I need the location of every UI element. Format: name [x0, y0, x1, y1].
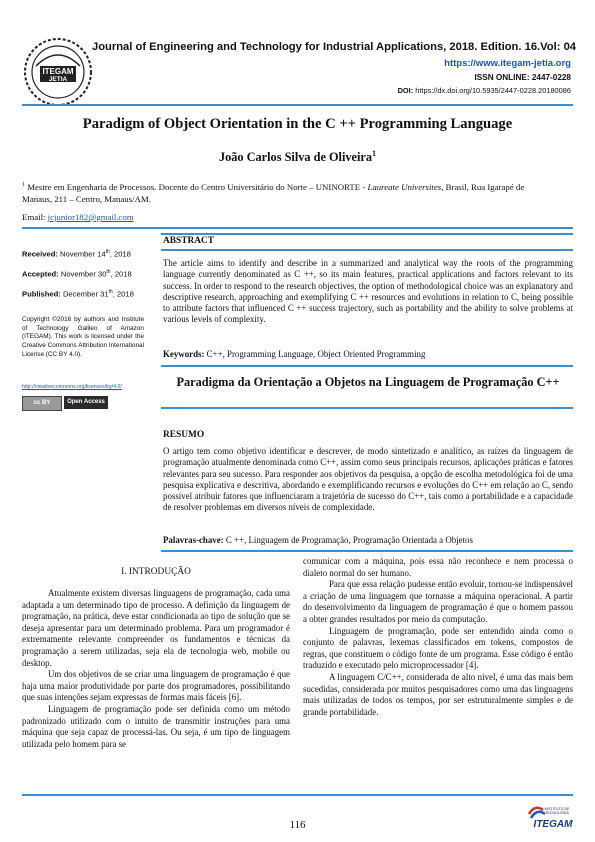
received-date: [22, 249, 131, 259]
received-label: Received:: [22, 249, 58, 259]
author-affiliation: [22, 179, 540, 205]
received-year: , 2018: [109, 249, 131, 259]
section-heading-introduction: I. INTRODUÇÃO: [121, 567, 191, 577]
author-sup: 1: [372, 149, 377, 158]
published-year: , 2018: [112, 289, 134, 299]
svg-text:ITEGAM: ITEGAM: [533, 819, 573, 830]
body-left-column: [22, 588, 290, 750]
palavras-chave-label: Palavras-chave:: [163, 535, 224, 545]
abstract-heading: ABSTRACT: [163, 236, 215, 246]
affil-sup: 1: [22, 182, 25, 188]
keywords-rule: [161, 365, 573, 367]
itegam-footer-logo: [525, 800, 575, 834]
open-access-badge: Open Access: [64, 396, 108, 409]
affil-part-a: Mestre em Engenharia de Processos. Docente do Centro Universitário do Norte – UNINORTE -: [25, 181, 368, 192]
resumo-keywords: [163, 535, 573, 545]
doi-label: DOI:: [397, 86, 414, 95]
svg-text:TECNOLOGIA: TECNOLOGIA: [545, 811, 569, 815]
affil-part-b: , Brasil, Rua Igarapé de Manaus, 211 – Centro, Manaus/AM.: [22, 181, 525, 204]
paragraph: Para que essa relação pudesse então evoluir, tornou-se indispensável a criação de uma linguagem que tornasse a máquina operacional. A partir do desenvolvimento da linguagem de programação é que o homem passou a obter grandes resultados por meio da computação.: [303, 579, 573, 624]
paper-title: Paradigm of Object Orientation in the C ++ Programming Language: [82, 116, 513, 132]
accepted-value: November 30: [58, 269, 107, 279]
paragraph: Um dos objetivos de se criar uma linguagem de programação é que haja uma maior produtividade por parte dos programadores, possibilitando que suas intenções sejam expressas de formas mais fáceis [6].: [22, 669, 290, 703]
abstract-heading-rule: [161, 249, 573, 251]
resumo-heading: RESUMO: [163, 430, 205, 440]
resumo-top-rule: [161, 407, 573, 409]
abstract-top-rule: [161, 233, 573, 235]
accepted-date: [22, 269, 132, 279]
svg-text:ITEGAM: ITEGAM: [42, 67, 74, 76]
received-sup: th: [105, 249, 110, 255]
resumo-bottom-rule: [161, 550, 573, 552]
affil-italic: Laureate Universites: [367, 181, 442, 192]
paragraph: A linguagem C/C++, considerada de alto nível, é uma das mais bem sucedidas, considerada por muitos pesquisadores como uma das linguagens mais utilizadas de todos os tempos, por ser estruturalmente simples e de grande portabilidade.: [303, 671, 573, 717]
keywords-label: Keywords:: [163, 349, 205, 359]
abstract-text: The article aims to identify and describe in a summarized and analytical way the roots of the programming language currently denominated as C ++, so its main features, practical applications and factors relevant to its success. In order to respond to the research objectives, the option of methodological choice was an explanatory and descriptive research, approaching and exemplifying C ++ resources and evolutions in relation to C, being possible to attribute factors that influenced C ++ success trajectory, such as portability and the ability to solve problems at various levels of complexity.: [163, 258, 573, 325]
page-number: 116: [289, 819, 306, 831]
cc-by-badge: cc BY: [22, 396, 62, 411]
svg-text:JETIA: JETIA: [48, 76, 68, 83]
email-label: Email:: [22, 212, 48, 222]
journal-title: Journal of Engineering and Technology for Industrial Applications, 2018. Edition. 16.Vol: 04: [91, 41, 577, 53]
copyright-notice: Copyright ©2016 by authors and Institute of Technology Galileo of Amazon (ITEGAM). This work is licensed under the Creative Commons Attribution International License (CC BY 4.0).: [22, 316, 144, 358]
paragraph: Atualmente existem diversas linguagens de programação, cada uma adaptada a um determinado tipo de processo. A definição da linguagem de programação, na prática, deve estar condicionada ao tipo de solução que se deseja apresentar para um determinado problema. Para um programador é extremamente relevante compreender os fundamentos e técnicas da programação a serem utilizadas, seja ela de tecnologia web, mobile ou desktop.: [22, 588, 290, 668]
resumo-text: O artigo tem como objetivo identificar e descrever, de modo sintetizado e analítico, as raízes da linguagem de programação atualmente denominada como C++, assim como seus principais recursos, aplicações práticas e fatores relevantes para seu sucesso. Para responder aos objetivos da pesquisa, a opção de escolha metodológica foi de uma pesquisa explicativa e descritiva, abordando e exemplificando recursos e evoluções do C++ em relação ao C, sendo possível atribuir fatores que influenciaram a trajetória de sucesso do C++, tais como a portabilidade e a capacidade de resolver problemas em diversos níveis de complexidade.: [163, 446, 573, 513]
footer-divider: [22, 794, 573, 796]
email-link[interactable]: jcjunior182@gmail.com: [47, 212, 134, 222]
published-label: Published:: [22, 289, 61, 299]
title-divider: [22, 227, 573, 229]
published-sup: th: [108, 289, 113, 295]
email-line: [22, 212, 134, 222]
published-value: December 31: [60, 289, 109, 299]
published-date: [22, 289, 134, 299]
portuguese-title: Paradigma da Orientação a Objetos na Linguagem de Programação C++: [176, 375, 560, 389]
issn-label: ISSN ONLINE: 2447-0228: [474, 73, 571, 82]
body-right-column: [303, 556, 573, 718]
doi-link[interactable]: https://dx.doi.org/10.5935/2447-0228.20180086: [415, 86, 571, 95]
doi-line: [398, 86, 571, 95]
received-value: November 14: [57, 249, 106, 259]
abstract-keywords: [163, 349, 573, 359]
accepted-label: Accepted:: [22, 269, 59, 279]
paragraph: comunicar com a máquina, pois essa não reconhece e nem processa o dialeto normal do ser humano.: [303, 556, 573, 578]
author-text: João Carlos Silva de Oliveira: [218, 150, 373, 165]
keywords-list: C++, Programming Language, Object Oriented Programming: [204, 349, 426, 359]
palavras-chave-list: C ++, Linguagem de Programação, Programação Orientada a Objetos: [223, 535, 473, 545]
accepted-year: , 2018: [110, 269, 132, 279]
author-name: [22, 149, 573, 165]
svg-text:INSTITUTO DE: INSTITUTO DE: [544, 807, 570, 811]
license-url-link[interactable]: http://creativecommons.org/licenses/by/4.0/: [22, 384, 122, 390]
journal-url-link[interactable]: https://www.itegam-jetia.org: [444, 58, 571, 69]
header-divider: [22, 104, 573, 106]
paragraph: Linguagem de programação pode ser definida como um método padronizado utilizado com o intuito de transmitir instruções para uma máquina que seja capaz de processá-las. Ou seja, é um tipo de linguagem utilizada pelo homem para se: [22, 703, 290, 749]
accepted-sup: th: [106, 269, 111, 275]
paragraph: Linguagem de programação, pode ser entendido ainda como o conjunto de palavras, lexemas classificados em tokens, compostos de regras, que constituem o código fonte de um programa. Esse código é então traduzido e executado pelo microprocessador [4].: [303, 625, 573, 671]
